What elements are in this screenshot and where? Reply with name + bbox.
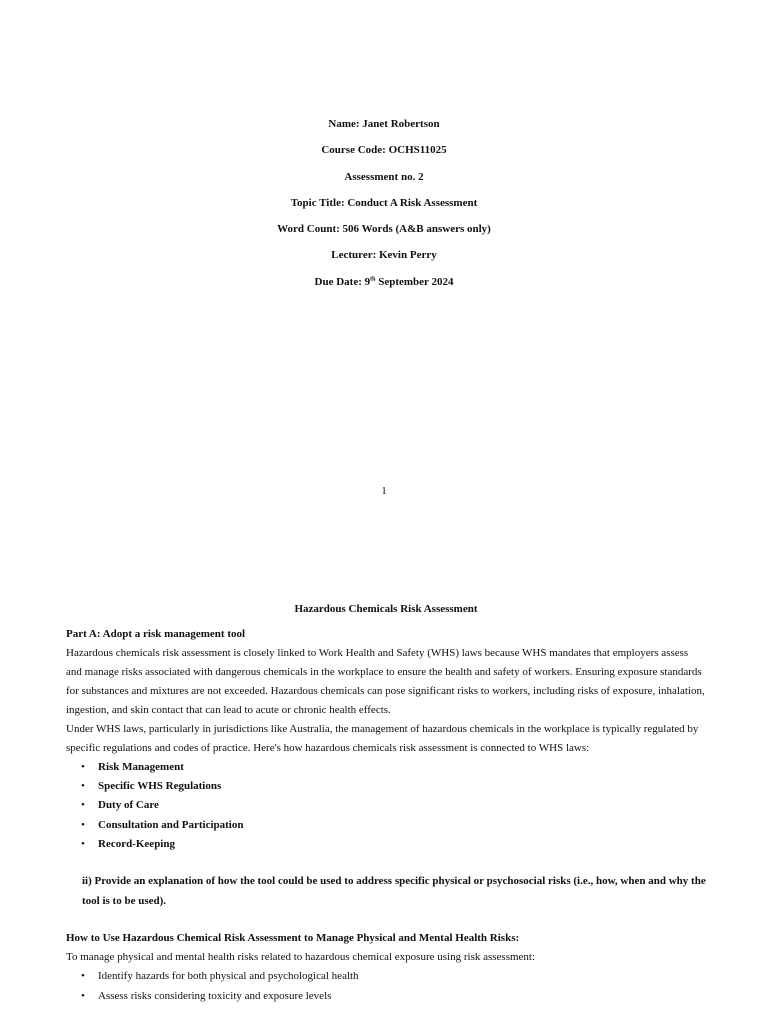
intro-paragraph: Hazardous chemicals risk assessment is closely linked to Work Health and Safety (WHS) laws because WHS mandates that employers assess and manage risks associated with dangerous chemicals in the workplace to ensure the health and safety of workers. Ensuring exposure standards for substances and mixtures are not exceeded. Hazardous chemicals can pose significant risks to workers, including risks of exposure, inhalation, ingestion, and skin contact that can lead to acute or chronic health effects.: [66, 647, 705, 716]
list-item-label: Specific WHS Regulations: [98, 780, 222, 793]
list-item: [66, 777, 706, 796]
due-date-ordinal: th: [370, 276, 376, 283]
lecturer: Lecturer: Kevin Perry: [331, 249, 437, 262]
bullet-icon: •: [81, 799, 85, 812]
bullet-icon: •: [81, 970, 85, 983]
list-item-label: Risk Management: [98, 761, 184, 773]
how-to-heading: How to Use Hazardous Chemical Risk Assessment to Manage Physical and Mental Health Risks:: [66, 932, 520, 945]
student-name: Name: Janet Robertson: [328, 118, 440, 130]
list-item-label: Identify hazards for both physical and psychological health: [98, 970, 359, 983]
course-code: Course Code: OCHS11025: [321, 144, 447, 157]
due-date-prefix: Due Date: 9: [314, 275, 371, 288]
list-item: [66, 758, 706, 777]
due-date-suffix: September 2024: [375, 275, 454, 288]
list-item: [66, 967, 706, 987]
bullet-icon: •: [81, 818, 85, 831]
list-item: [66, 987, 706, 1007]
bullet-icon: •: [81, 780, 85, 793]
how-to-intro: To manage physical and mental health risks related to hazardous chemical exposure using risk assessment:: [66, 951, 536, 964]
whs-paragraph: Under WHS laws, particularly in jurisdictions like Australia, the management of hazardous chemicals in the workplace is typically regulated by specific regulations and codes of practice. Here's how hazardous chemicals risk assessment is connected to WHS laws:: [66, 723, 699, 754]
list-item-label: Assess risks considering toxicity and exposure levels: [98, 989, 332, 1002]
whs-list: [66, 758, 706, 854]
assessment-number: Assessment no. 2: [344, 170, 424, 183]
due-date: [0, 274, 768, 300]
list-item: [66, 816, 706, 835]
list-item-label: Consultation and Participation: [98, 818, 244, 831]
list-item-label: Duty of Care: [98, 799, 159, 812]
cover-details: [0, 116, 768, 300]
assessment-page: [66, 600, 706, 1006]
list-item-label: Record-Keeping: [98, 837, 175, 850]
page-number: 1: [381, 485, 387, 497]
topic-title: Topic Title: Conduct A Risk Assessment: [290, 196, 478, 209]
bullet-icon: •: [81, 837, 85, 850]
bullet-icon: •: [81, 761, 85, 773]
question-ii: ii) Provide an explanation of how the tool could be used to address specific physical or psychosocial risks (i.e., how, when and why the tool is to be used).: [82, 875, 706, 907]
part-a-heading: Part A: Adopt a risk management tool: [66, 628, 246, 640]
bullet-icon: •: [81, 989, 85, 1002]
how-to-list: [66, 967, 706, 1006]
word-count: Word Count: 506 Words (A&B answers only): [277, 223, 491, 236]
list-item: [66, 835, 706, 854]
list-item: [66, 796, 706, 815]
document-title: Hazardous Chemicals Risk Assessment: [294, 603, 478, 615]
